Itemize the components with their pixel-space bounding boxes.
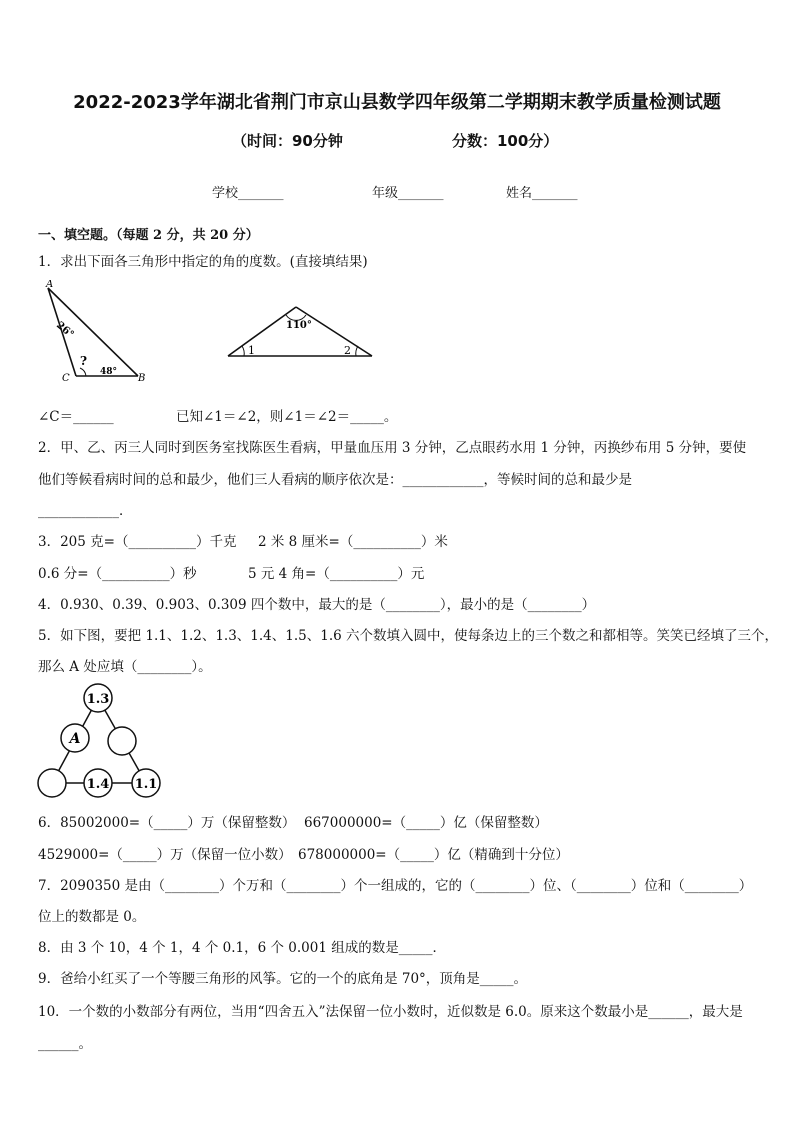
circle-right-mid: [108, 727, 136, 755]
circle-triangle-figure: [36, 683, 164, 801]
label-b: B: [138, 373, 146, 384]
question-1: 1．求出下面各三角形中指定的角的度数。(直接填结果): [38, 254, 368, 270]
circle-bottom-mid-value: 1.4: [86, 777, 110, 792]
q1-answer-angles: 已知∠1＝∠2，则∠1＝∠2＝_____。: [176, 409, 398, 425]
question-2-line-2: 他们等候看病时间的总和最少，他们三人看病的顺序依次是：____________，等候时间的总和最少是: [38, 472, 632, 488]
triangle-figure-2: [224, 302, 376, 362]
school-field: 学校_______: [212, 186, 284, 201]
grade-field: 年级_______: [372, 186, 444, 201]
circle-bottom-left: [38, 769, 66, 797]
question-2-line-1: 2．甲、乙、丙三人同时到医务室找陈医生看病，甲量血压用 3 分钟，乙点眼药水用 1 分钟，丙换纱布用 5 分钟，要使: [38, 440, 747, 456]
section-heading: 一、填空题。（每题 2 分，共 20 分）: [38, 228, 259, 243]
unknown-angle: ?: [80, 354, 88, 368]
page-title: 2022-2023学年湖北省荆门市京山县数学四年级第二学期期末教学质量检测试题: [73, 92, 721, 113]
label-c: C: [62, 373, 70, 384]
name-field: 姓名_______: [506, 186, 578, 201]
question-6-d: 678000000=（_____）亿（精确到十分位）: [298, 847, 569, 863]
question-6-a: 6．85002000=（_____）万（保留整数）: [38, 815, 296, 831]
exam-time: （时间：90分钟: [232, 132, 343, 150]
question-6-b: 667000000=（_____）亿（保留整数）: [304, 815, 548, 831]
question-9: 9．爸给小红买了一个等腰三角形的风筝。它的一个的底角是 70°，顶角是_____。: [38, 971, 528, 987]
circle-top-value: 1.3: [86, 692, 110, 707]
question-7-line-2: 位上的数都是 0。: [38, 909, 146, 925]
angle-1-label: 1: [248, 344, 255, 357]
question-10-line-2: ______。: [38, 1036, 92, 1052]
q1-answer-c: ∠C＝______: [38, 409, 114, 425]
question-4: 4．0.930、0.39、0.903、0.309 四个数中，最大的是（________），最小的是（________）: [38, 597, 596, 613]
exam-score: 分数：100分）: [452, 132, 559, 150]
question-7-line-1: 7．2090350 是由（________）个万和（________）个一组成的，它的（________）位、（________）位和（________）: [38, 878, 753, 894]
angle-b-value: 48°: [100, 367, 118, 377]
question-3-a: 3．205 克=（__________）千克: [38, 534, 237, 550]
angle-2-label: 2: [344, 344, 351, 357]
circle-a-label: A: [69, 731, 81, 747]
label-a: A: [46, 280, 54, 290]
question-2-line-3: ____________．: [38, 503, 133, 519]
question-6-c: 4529000=（_____）万（保留一位小数）: [38, 847, 292, 863]
angle-a-value: 26°: [54, 319, 76, 341]
question-5-line-2: 那么 A 处应填（________）。: [38, 659, 212, 675]
triangle-figure-1: [38, 280, 158, 388]
question-3-c: 0.6 分=（__________）秒: [38, 566, 197, 582]
question-10-line-1: 10．一个数的小数部分有两位，当用“四舍五入”法保留一位小数时，近似数是 6.0。原来这个数最小是______，最大是: [38, 1004, 743, 1020]
question-5-line-1: 5．如下图，要把 1.1、1.2、1.3、1.4、1.5、1.6 六个数填入圆中，使每条边上的三个数之和都相等。笑笑已经填了三个，: [38, 628, 778, 644]
angle-top-value: 110°: [286, 320, 312, 331]
question-8: 8．由 3 个 10，4 个 1，4 个 0.1，6 个 0.001 组成的数是_____．: [38, 940, 446, 956]
circle-bottom-right-value: 1.1: [134, 777, 158, 792]
question-3-d: 5 元 4 角=（__________）元: [248, 566, 425, 582]
question-3-b: 2 米 8 厘米=（__________）米: [258, 534, 448, 550]
